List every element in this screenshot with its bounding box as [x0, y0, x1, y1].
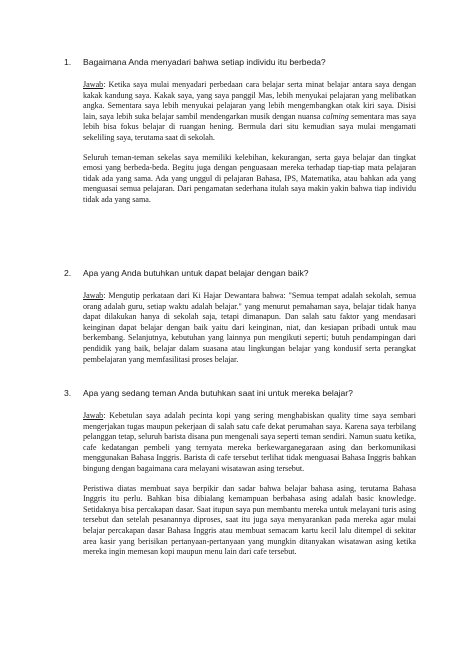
- question-2: [64, 268, 416, 279]
- question-3: [64, 388, 416, 399]
- question-block-1: [64, 57, 416, 206]
- question-text: Bagaimana Anda menyadari bahwa setiap individu itu berbeda?: [83, 57, 326, 67]
- answer-paragraph-2: Seluruh teman-teman sekelas saya memiliki kelebihan, kekurangan, serta gaya belajar dan tingkat emosi yang berbeda-beda. Begitu juga dengan penguasaan mereka terhadap tiap-tiap mata pelajaran tidak ada yang sama. Ada yang unggul di pelajaran Bahasa, IPS, Matematika, atau bahkan ada yang menguasai semua pelajaran. Dari pengamatan sederhana itulah saya makin yakin bahwa tiap individu tidak ada yang sama.: [83, 152, 416, 204]
- question-text: Apa yang sedang teman Anda butuhkan saat ini untuk mereka belajar?: [83, 388, 353, 398]
- answer-label: Jawab: [83, 411, 104, 420]
- question-block-3: [64, 388, 416, 558]
- answer-paragraph: [83, 80, 416, 144]
- italic-term: calming: [322, 111, 349, 121]
- answer-label: Jawab: [83, 291, 104, 300]
- question-number: 3.: [64, 388, 72, 398]
- answer-text: : Kebetulan saya adalah pecinta kopi yang sering menghabiskan quality time saya sembari mengerjakan tugas maupun pekerjaan di salah satu cafe dekat perumahan saya. Karena saya terbilang pelanggan tetap, seluruh barista disana pun mengenali saya seperti teman sendiri. Namun suatu ketika, cafe kedatangan pembeli yang ternyata mereka berkewarganegaraan asing dan berkomunikasi menggunakan Bahasa Inggris. Barista di cafe tersebut terlihat tidak menguasai Bahasa Inggris bahkan bingung dengan bagaimana cara melayani wisatawan asing tersebut.: [83, 411, 416, 473]
- question-1: [64, 57, 416, 68]
- answer-paragraph: [83, 291, 416, 365]
- question-text: Apa yang Anda butuhkan untuk dapat belajar dengan baik?: [83, 268, 309, 278]
- question-number: 2.: [64, 268, 72, 278]
- answer-text-continued: sementara mas saya lebih bisa fokus belajar di ruangan hening. Bermula dari situ kemudian saya mulai mengamati sekeliling saya, terutama saat di sekolah.: [83, 111, 417, 142]
- answer-text: : Mengutip perkataan dari Ki Hajar Dewantara bahwa: "Semua tempat adalah sekolah, semua orang adalah guru, setiap waktu adalah belajar." yang menurut pemahaman saya, belajar tidak hanya dapat dilakukan hanya di sekolah saja, tetapi dimanapun. Dan salah satu faktor yang mendasari keinginan dapat belajar dengan baik yaitu dari keinginan, niat, dan kesiapan pribadi untuk mau berkembang. Selanjutnya, kebutuhan yang lainnya pun mengikuti seperti; butuh pendampingan dari pendidik yang baik, belajar dalam suasana atau lingkungan belajar yang kondusif serta perangkat pembelajaran yang memfasilitasi proses belajar.: [83, 291, 416, 364]
- question-number: 1.: [64, 57, 72, 67]
- answer-label: Jawab: [83, 80, 104, 89]
- question-block-2: [64, 268, 416, 365]
- answer-paragraph: [83, 411, 416, 475]
- answer-paragraph-2: Peristiwa diatas membuat saya berpikir dan sadar bahwa belajar bahasa asing, terutama Bahasa Inggris itu perlu. Bahkan bisa dibialang kemampuan berbahasa asing adalah basic knowledge. Setidaknya bisa percakapan dasar. Saat itupun saya pun membantu mereka untuk melayani turis asing tersebut dan setelah pesanannya diproses, saat itu juga saya menyarankan pada mereka agar mulai belajar percakapan dasar Bahasa Inggris atau membuat semacam kartu kecil lalu ditempel di sekitar area kasir yang berisikan pertanyaan-pertanyaan yang mungkin ditanyakan wisatawan asing ketika mereka ingin memesan kopi maupun menu lain dari cafe tersebut.: [83, 483, 416, 557]
- answer-text: : Ketika saya mulai menyadari perbedaan cara belajar serta minat belajar antara saya dengan kakak kandung saya. Kakak saya, yang saya panggil Mas, lebih menyukai pelajaran yang melibatkan angka. Sementara saya lebih menyukai pelajaran yang lebih mengembangkan otak kiri saya. Disisi lain, saya lebih suka belajar sambil mendengarkan musik dengan nuansa: [83, 80, 416, 121]
